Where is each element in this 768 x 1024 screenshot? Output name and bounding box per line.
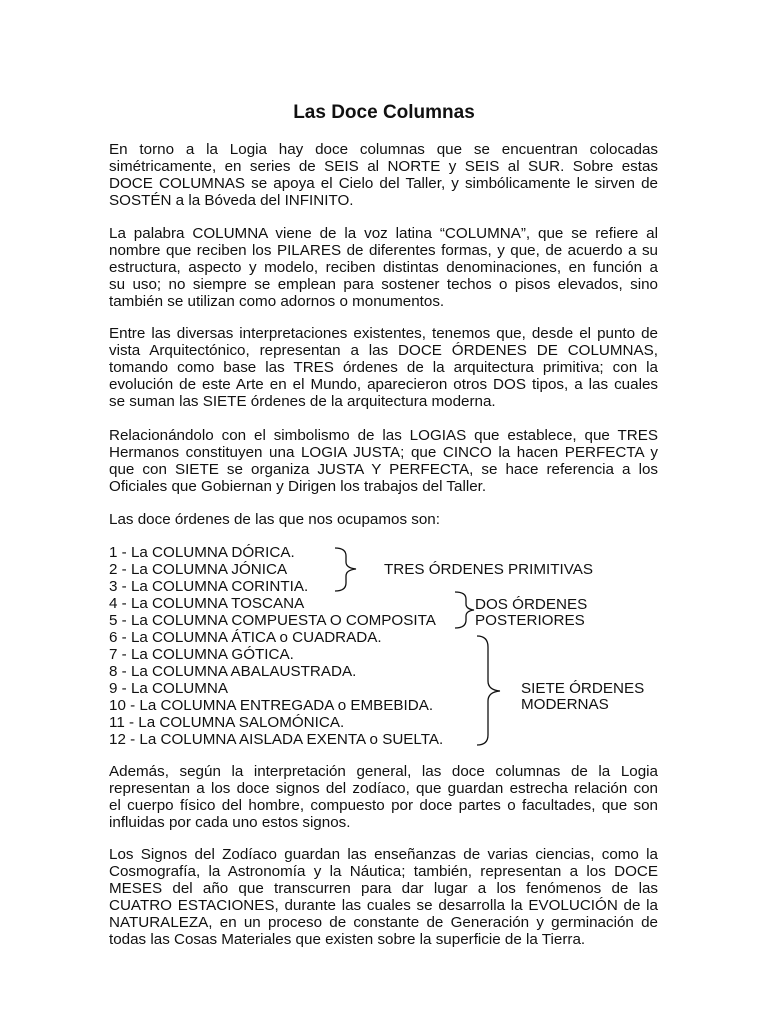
- group-label-posterior: DOS ÓRDENES: [475, 596, 588, 613]
- paragraph-line: representan a los doce signos del zodíaco, que guardan estrecha relación con: [109, 780, 658, 798]
- paragraph-line: Los Signos del Zodíaco guardan las enseñanzas de varias ciencias, como la: [109, 846, 658, 863]
- paragraph-line: Hermanos constituyen una LOGIA JUSTA; que CINCO la hacen PERFECTA y: [109, 444, 658, 462]
- paragraph-line: todas las Cosas Materiales que existen sobre la superficie de la Tierra.: [109, 931, 586, 949]
- brace-primitive-icon: [335, 548, 356, 591]
- group-label-modern: SIETE ÓRDENES: [521, 680, 645, 697]
- paragraph-zodiac: [109, 763, 658, 831]
- paragraph-line: NATURALEZA, en un proceso de constante de Generación y germinación de: [109, 914, 658, 932]
- group-label-posterior: POSTERIORES: [475, 612, 585, 629]
- list-item: 5 - La COLUMNA COMPUESTA O COMPOSITA: [109, 612, 436, 629]
- list-item: 6 - La COLUMNA ÁTICA o CUADRADA.: [109, 629, 382, 646]
- list-item: 11 - La COLUMNA SALOMÓNICA.: [109, 714, 345, 731]
- paragraph-list-intro: [109, 511, 658, 528]
- paragraph-intro: [109, 141, 658, 209]
- paragraph-line: se suman las SIETE órdenes de la arquitectura moderna.: [109, 393, 496, 411]
- paragraph-line: Cosmografía, la Astronomía y la Náutica; también, representan a los DOCE: [109, 863, 658, 881]
- list-item: 1 - La COLUMNA DÓRICA.: [109, 544, 295, 561]
- paragraph-line: nombre que reciben los PILARES de diferentes formas, y que, de acuerdo a su: [109, 242, 658, 260]
- list-item: 10 - La COLUMNA ENTREGADA o EMBEBIDA.: [109, 697, 434, 714]
- group-label-primitive: TRES ÓRDENES PRIMITIVAS: [384, 561, 593, 578]
- paragraph-line: Entre las diversas interpretaciones existentes, tenemos que, desde el punto de: [109, 325, 658, 342]
- paragraph-line: estructura, aspecto y modelo, reciben distintas denominaciones, en función a: [109, 259, 658, 277]
- document-title: Las Doce Columnas: [293, 102, 475, 123]
- paragraph-line: SOSTÉN a la Bóveda del INFINITO.: [109, 192, 354, 210]
- group-label-modern: MODERNAS: [521, 696, 609, 713]
- paragraph-line: Además, según la interpretación general, las doce columnas de la Logia: [109, 763, 658, 780]
- paragraph-symbolism: [109, 427, 658, 495]
- paragraph-line: La palabra COLUMNA viene de la voz latina “COLUMNA”, que se refiere al: [109, 225, 658, 242]
- list-item: 4 - La COLUMNA TOSCANA: [109, 595, 305, 612]
- list-item: 2 - La COLUMNA JÓNICA: [109, 561, 288, 578]
- paragraph-line: Oficiales que Gobiernan y Dirigen los trabajos del Taller.: [109, 478, 487, 496]
- paragraph-line: CUATRO ESTACIONES, durante las cuales se desarrolla la EVOLUCIÓN de la: [109, 897, 658, 915]
- paragraph-line: Relacionándolo con el simbolismo de las LOGIAS que establece, que TRES: [109, 427, 658, 444]
- brace-modern-icon: [477, 636, 500, 745]
- paragraph-line: En torno a la Logia hay doce columnas que se encuentran colocadas: [109, 141, 658, 158]
- paragraph-line: también se utilizan como adornos o monumentos.: [109, 293, 445, 311]
- paragraph-line: influidas por cada uno estos signos.: [109, 814, 351, 832]
- list-item: 12 - La COLUMNA AISLADA EXENTA o SUELTA.: [109, 731, 444, 748]
- paragraph-line: tomando como base las TRES órdenes de la arquitectura primitiva; con la: [109, 359, 658, 377]
- paragraph-line: DOCE COLUMNAS se apoya el Cielo del Taller, y simbólicamente le sirven de: [109, 175, 658, 193]
- paragraph-line: evolución de este Arte en el Mundo, aparecieron otros DOS tipos, a las cuales: [109, 376, 658, 394]
- list-item: 7 - La COLUMNA GÓTICA.: [109, 646, 294, 663]
- list-item: 8 - La COLUMNA ABALAUSTRADA.: [109, 663, 357, 680]
- paragraph-definition: [109, 225, 658, 310]
- paragraph-line: que con SIETE se organiza JUSTA Y PERFECTA, se hace referencia a los: [109, 461, 658, 479]
- paragraph-sciences: [109, 846, 658, 949]
- brace-posterior-icon: [455, 592, 474, 628]
- list-item: 9 - La COLUMNA: [109, 680, 229, 697]
- list-item: 3 - La COLUMNA CORINTIA.: [109, 578, 309, 595]
- paragraph-line: su uso; no siempre se emplean para sostener techos o pisos elevados, sino: [109, 276, 658, 294]
- paragraph-line: MESES del año que transcurren para dar lugar a los fenómenos de las: [109, 880, 658, 898]
- paragraph-line: simétricamente, en series de SEIS al NORTE y SEIS al SUR. Sobre estas: [109, 158, 658, 176]
- paragraph-line: Las doce órdenes de las que nos ocupamos son:: [109, 511, 440, 528]
- paragraph-line: el cuerpo físico del hombre, compuesto por doce partes o facultades, que son: [109, 797, 658, 815]
- paragraph-line: vista Arquitectónico, representan a las DOCE ÓRDENES DE COLUMNAS,: [109, 342, 658, 360]
- paragraph-architecture: [109, 325, 658, 410]
